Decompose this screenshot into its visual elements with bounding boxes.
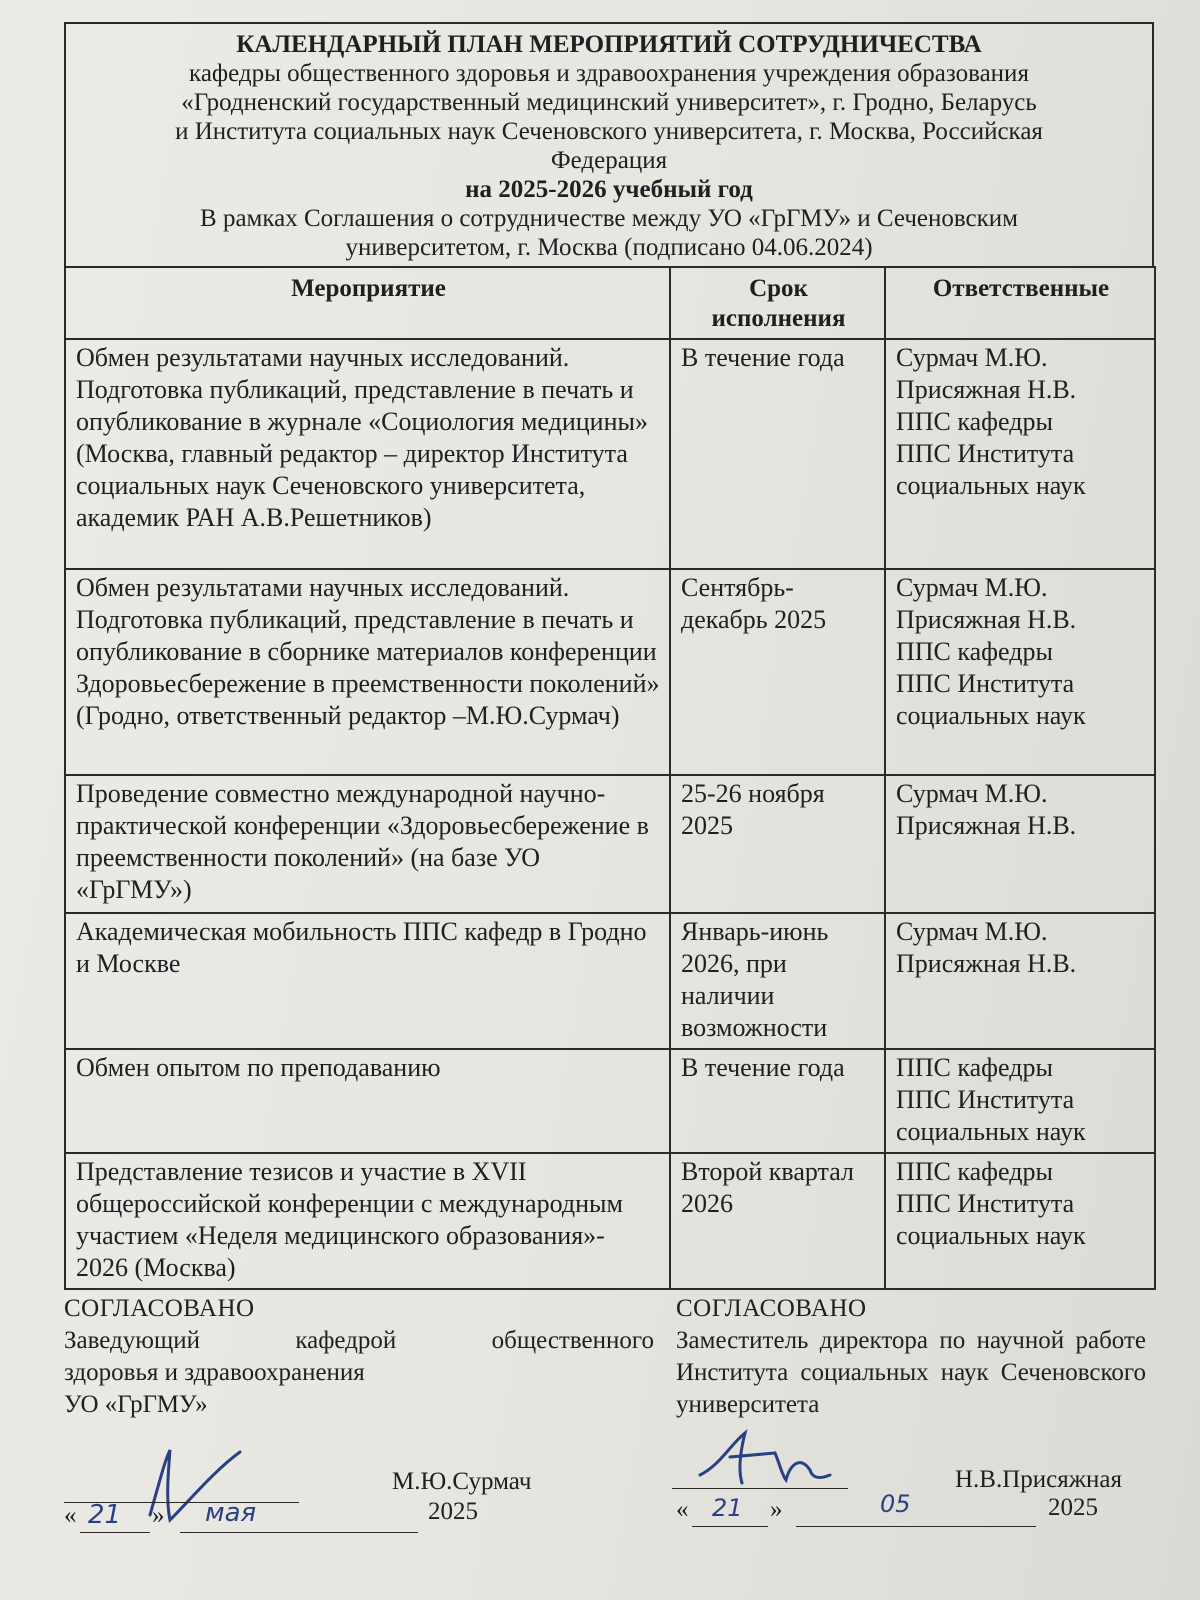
date-close-quote: »: [152, 1502, 165, 1529]
responsible-cell: [885, 569, 1155, 775]
event-cell: Обмен результатами научных исследований. Подготовка публикаций, представление в печать и опубликование в журнале «Социология медицины» (Москва, главный редактор – директор Института социальных наук Сеченовского университета, академик РАН А.В.Решетников): [65, 339, 670, 569]
date-month-handwritten: 05: [880, 1490, 911, 1518]
responsible-name: Присяжная Н.В.: [896, 811, 1077, 840]
document-title: КАЛЕНДАРНЫЙ ПЛАН МЕРОПРИЯТИЙ СОТРУДНИЧЕСТВА: [236, 31, 982, 58]
signature-right: [690, 1425, 840, 1495]
date-month-line: [180, 1532, 418, 1533]
deadline-cell: В течение года: [670, 1049, 885, 1153]
date-year: 2025: [1048, 1494, 1098, 1521]
event-cell: Академическая мобильность ППС кафедр в Гродно и Москве: [65, 913, 670, 1049]
responsible-name: Присяжная Н.В.: [896, 605, 1077, 634]
responsible-name: ППС кафедры: [896, 1053, 1053, 1082]
table-row: [65, 1049, 1155, 1153]
responsible-name: Сурмач М.Ю.: [896, 343, 1048, 372]
approval-position-line-2: здоровья и здравоохранения: [64, 1359, 365, 1386]
date-day-handwritten: 21: [88, 1500, 122, 1530]
event-cell: Проведение совместно международной научно-практической конференции «Здоровьесбережение в преемственности поколений» (на базе УО «ГрГМУ»): [65, 775, 670, 913]
responsible-name: ППС Института социальных наук: [896, 1189, 1086, 1250]
date-close-quote: »: [770, 1496, 783, 1523]
approval-block-left: [64, 1293, 654, 1421]
header-line-3: и Института социальных наук Сеченовского университета, г. Москва, Российская: [175, 118, 1043, 145]
responsible-name: ППС кафедры: [896, 637, 1053, 666]
approval-position-line: [64, 1325, 654, 1357]
approval-organization: УО «ГрГМУ»: [64, 1391, 208, 1418]
responsible-name: Присяжная Н.В.: [896, 375, 1077, 404]
plan-table: [64, 266, 1156, 1290]
responsible-name: Сурмач М.Ю.: [896, 917, 1048, 946]
deadline-cell: Январь-июнь 2026, при наличии возможности: [670, 913, 885, 1049]
responsible-name: ППС кафедры: [896, 1157, 1053, 1186]
column-header-event: Мероприятие: [65, 267, 670, 339]
responsible-cell: [885, 913, 1155, 1049]
header-line-1: кафедры общественного здоровья и здравоохранения учреждения образования: [189, 60, 1029, 87]
date-day-line: [692, 1526, 768, 1527]
date-open-quote: «: [676, 1496, 689, 1523]
approval-heading: СОГЛАСОВАНО: [64, 1295, 255, 1322]
approval-word: общественного: [491, 1327, 654, 1354]
header-line-5: В рамках Соглашения о сотрудничестве между УО «ГрГМУ» и Сеченовским: [200, 205, 1018, 232]
table-row: [65, 775, 1155, 913]
event-cell: Обмен опытом по преподаванию: [65, 1049, 670, 1153]
academic-year: на 2025-2026 учебный год: [465, 176, 753, 203]
signatory-name-right: Н.В.Присяжная: [955, 1466, 1123, 1493]
approval-word: Заведующий: [64, 1327, 200, 1354]
responsible-name: Сурмач М.Ю.: [896, 573, 1048, 602]
header-line-2: «Гродненский государственный медицинский университет», г. Гродно, Беларусь: [181, 89, 1037, 116]
deadline-cell: В течение года: [670, 339, 885, 569]
deadline-cell: Сентябрь-декабрь 2025: [670, 569, 885, 775]
date-open-quote: «: [64, 1502, 77, 1529]
date-day-line: [80, 1532, 150, 1533]
approval-block-right: [676, 1293, 1146, 1421]
responsible-cell: [885, 775, 1155, 913]
document-header: [64, 22, 1154, 266]
document-body: [64, 22, 1154, 1290]
event-cell: Представление тезисов и участие в XVII общероссийской конференции с международным участием «Неделя медицинского образования»- 2026 (Москва): [65, 1153, 670, 1289]
responsible-name: ППС Института социальных наук: [896, 439, 1086, 500]
responsible-cell: [885, 339, 1155, 569]
deadline-cell: Второй квартал 2026: [670, 1153, 885, 1289]
table-row: [65, 339, 1155, 569]
approval-word: кафедрой: [295, 1327, 397, 1354]
column-header-deadline: Срок исполнения: [670, 267, 885, 339]
header-line-6: университетом, г. Москва (подписано 04.06.2024): [345, 234, 873, 261]
approval-position: Заместитель директора по научной работе Института социальных наук Сеченовского университета: [676, 1327, 1146, 1418]
header-line-4: Федерация: [550, 147, 668, 174]
date-month-handwritten: мая: [205, 1498, 257, 1528]
date-year: 2025: [428, 1498, 478, 1525]
approval-heading: СОГЛАСОВАНО: [676, 1295, 867, 1322]
table-row: [65, 1153, 1155, 1289]
table-row: [65, 569, 1155, 775]
signatory-name-left: М.Ю.Сурмач: [392, 1468, 532, 1495]
table-row: [65, 913, 1155, 1049]
responsible-name: Присяжная Н.В.: [896, 949, 1077, 978]
responsible-name: ППС Института социальных наук: [896, 1085, 1086, 1146]
responsible-name: ППС кафедры: [896, 407, 1053, 436]
responsible-cell: [885, 1153, 1155, 1289]
event-cell: Обмен результатами научных исследований. Подготовка публикаций, представление в печать и опубликование в сборнике материалов конференции Здоровьесбережение в преемственности поколений» (Гродно, ответственный редактор –М.Ю.Сурмач): [65, 569, 670, 775]
date-month-line: [796, 1526, 1036, 1527]
responsible-name: Сурмач М.Ю.: [896, 779, 1048, 808]
responsible-name: ППС Института социальных наук: [896, 669, 1086, 730]
signature-line-right: [672, 1488, 848, 1489]
date-day-handwritten: 21: [712, 1494, 743, 1522]
responsible-cell: [885, 1049, 1155, 1153]
table-header-row: [65, 267, 1155, 339]
column-header-responsible: Ответственные: [885, 267, 1155, 339]
deadline-cell: 25-26 ноября 2025: [670, 775, 885, 913]
